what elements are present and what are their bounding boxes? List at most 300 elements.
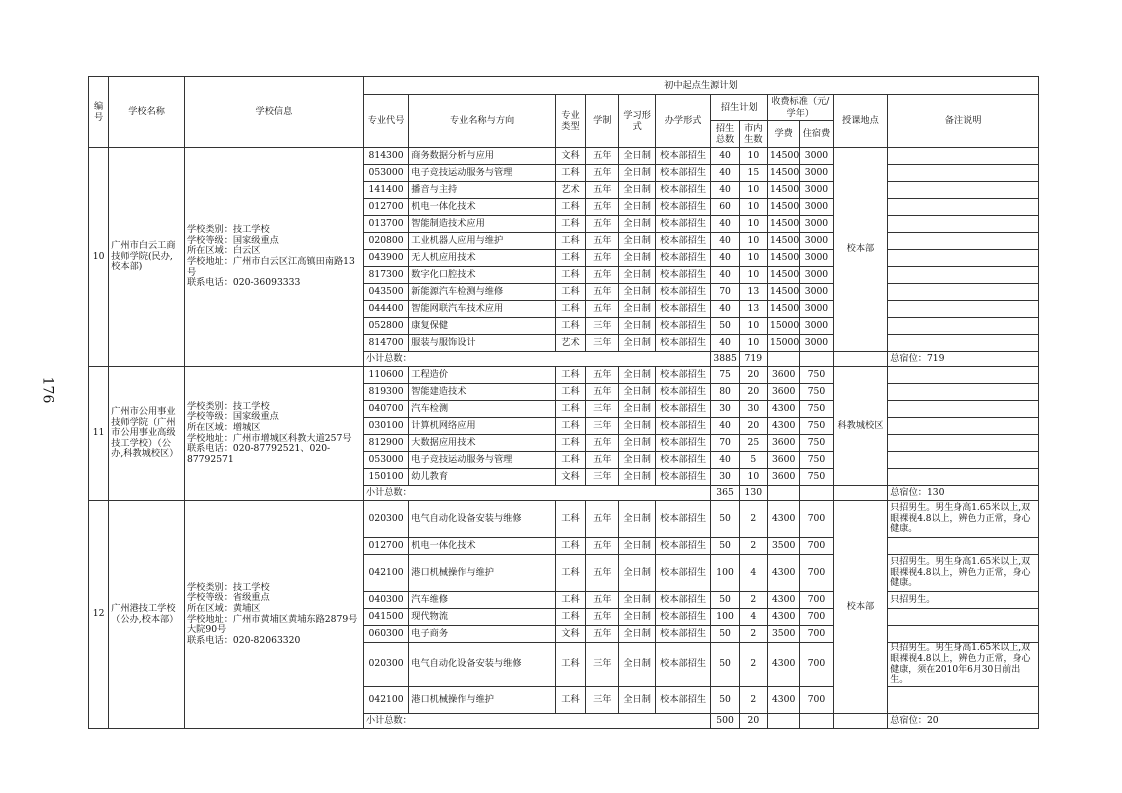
school-info-line: 联系电话：020-36093333: [186, 277, 301, 289]
major-code: 012700: [363, 538, 408, 555]
enroll-total: 40: [711, 216, 739, 233]
header-teach-place: 授课地点: [833, 95, 888, 148]
duration: 三年: [586, 335, 619, 352]
major-code: 817300: [363, 267, 408, 284]
major-type: 工科: [555, 555, 585, 592]
enroll-city: 4: [739, 555, 767, 592]
duration: 五年: [586, 284, 619, 301]
study-form: 全日制: [619, 199, 655, 216]
dorm-fee: 700: [800, 609, 833, 626]
enroll-city: 15: [739, 165, 767, 182]
school-no: 10: [89, 148, 109, 367]
study-form: 全日制: [619, 250, 655, 267]
study-form: 全日制: [619, 452, 655, 469]
remark: [888, 318, 1039, 335]
teach-place: 校本部: [833, 148, 888, 352]
table-row: [89, 367, 1039, 384]
major-name: 电气自动化设备安装与维修: [409, 501, 556, 538]
dorm-fee: 3000: [800, 267, 833, 284]
remark: [888, 435, 1039, 452]
enroll-total: 40: [711, 250, 739, 267]
remark: [888, 250, 1039, 267]
enroll-total: 50: [711, 643, 739, 687]
duration: 三年: [586, 643, 619, 687]
school-no: 11: [89, 367, 109, 501]
major-name: 港口机械操作与维护: [409, 555, 556, 592]
school-info-line: 联系电话：020-87792521、020-87792571: [186, 443, 331, 465]
school-info-line: 学校等级：国家级重点: [186, 234, 279, 246]
tuition: 14500: [767, 182, 799, 199]
enroll-total: 50: [711, 687, 739, 714]
run-form: 校本部招生: [655, 301, 711, 318]
school-no: 12: [89, 501, 109, 729]
run-form: 校本部招生: [655, 401, 711, 418]
major-type: 工科: [555, 284, 585, 301]
major-name: 电子竞技运动服务与管理: [409, 165, 556, 182]
run-form: 校本部招生: [655, 687, 711, 714]
school-info-line: 学校地址：广州市白云区江高镇田南路13号: [186, 256, 355, 278]
header-fee-standard: 收费标准（元/学年）: [767, 95, 833, 121]
major-code: 030100: [363, 418, 408, 435]
enroll-total: 80: [711, 384, 739, 401]
study-form: 全日制: [619, 418, 655, 435]
enroll-city: 10: [739, 216, 767, 233]
study-form: 全日制: [619, 592, 655, 609]
tuition: 15000: [767, 318, 799, 335]
enroll-total: 30: [711, 469, 739, 486]
major-name: 计算机网络应用: [409, 418, 556, 435]
tuition: 14500: [767, 233, 799, 250]
school-info-line: 学校地址：广州市增城区科教大道257号: [186, 432, 352, 444]
major-code: 044400: [363, 301, 408, 318]
remark: [888, 609, 1039, 626]
page-number: 176: [39, 376, 56, 404]
remark: 只招男生。: [888, 592, 1039, 609]
run-form: 校本部招生: [655, 318, 711, 335]
enroll-total: 40: [711, 418, 739, 435]
school-info: [184, 367, 363, 501]
dorm-fee: 3000: [800, 335, 833, 352]
enroll-city: 5: [739, 452, 767, 469]
study-form: 全日制: [619, 233, 655, 250]
run-form: 校本部招生: [655, 165, 711, 182]
duration: 五年: [586, 199, 619, 216]
remark: [888, 165, 1039, 182]
study-form: 全日制: [619, 555, 655, 592]
run-form: 校本部招生: [655, 418, 711, 435]
major-name: 智能制造技术应用: [409, 216, 556, 233]
school-info-line: 学校类别：技工学校: [186, 581, 270, 593]
major-code: 020300: [363, 643, 408, 687]
dorm-fee: 3000: [800, 182, 833, 199]
major-type: 工科: [555, 538, 585, 555]
study-form: 全日制: [619, 301, 655, 318]
dorm-fee: 750: [800, 452, 833, 469]
major-type: 工科: [555, 435, 585, 452]
school-info-line: 学校类别：技工学校: [186, 400, 270, 412]
remark: [888, 367, 1039, 384]
table-header: [89, 77, 1039, 148]
run-form: 校本部招生: [655, 250, 711, 267]
header-enroll-total: 招生总数: [711, 121, 739, 148]
run-form: 校本部招生: [655, 284, 711, 301]
enroll-city: 2: [739, 687, 767, 714]
subtotal-city: 719: [739, 352, 767, 367]
duration: 五年: [586, 367, 619, 384]
duration: 五年: [586, 165, 619, 182]
tuition: 14500: [767, 148, 799, 165]
header-major-type: 专业类型: [555, 95, 585, 148]
tuition: 14500: [767, 267, 799, 284]
school-info-line: 学校等级：国家级重点: [186, 411, 279, 423]
major-type: 工科: [555, 501, 585, 538]
header-no: 编号: [89, 77, 109, 148]
major-code: 041500: [363, 609, 408, 626]
enroll-city: 10: [739, 335, 767, 352]
major-code: 110600: [363, 367, 408, 384]
major-type: 工科: [555, 592, 585, 609]
school-name: 广州市白云工商技师学院(民办,校本部): [109, 148, 185, 367]
enroll-city: 20: [739, 367, 767, 384]
remark: [888, 687, 1039, 714]
major-type: 工科: [555, 643, 585, 687]
major-type: 文科: [555, 148, 585, 165]
teach-place: 校本部: [833, 501, 888, 714]
enroll-city: 2: [739, 538, 767, 555]
dorm-fee: 700: [800, 538, 833, 555]
major-type: 工科: [555, 687, 585, 714]
school-info-line: 所在区域：增城区: [186, 421, 261, 433]
duration: 五年: [586, 384, 619, 401]
tuition: 14500: [767, 301, 799, 318]
header-major-code: 专业代号: [363, 95, 408, 148]
duration: 五年: [586, 267, 619, 284]
subtotal-tuition: [767, 714, 799, 729]
header-duration: 学制: [586, 95, 619, 148]
remark: [888, 148, 1039, 165]
enroll-total: 40: [711, 165, 739, 182]
duration: 五年: [586, 592, 619, 609]
study-form: 全日制: [619, 626, 655, 643]
tuition: 4300: [767, 643, 799, 687]
dorm-fee: 750: [800, 384, 833, 401]
run-form: 校本部招生: [655, 267, 711, 284]
remark: [888, 182, 1039, 199]
major-code: 814300: [363, 148, 408, 165]
major-name: 电子竞技运动服务与管理: [409, 452, 556, 469]
study-form: 全日制: [619, 435, 655, 452]
duration: 五年: [586, 148, 619, 165]
dorm-fee: 3000: [800, 199, 833, 216]
school-info-line: 学校类别：技工学校: [186, 224, 270, 236]
remark: 只招男生。男生身高1.65米以上,双眼裸视4.8以上，辨色力正常，身心健康。: [888, 501, 1039, 538]
tuition: 15000: [767, 335, 799, 352]
major-name: 幼儿教育: [409, 469, 556, 486]
tuition: 4300: [767, 401, 799, 418]
tuition: 14500: [767, 216, 799, 233]
tuition: 3600: [767, 469, 799, 486]
major-code: 042100: [363, 555, 408, 592]
study-form: 全日制: [619, 609, 655, 626]
header-run-form: 办学形式: [655, 95, 711, 148]
header-group-title: 初中起点生源计划: [363, 77, 1038, 95]
major-name: 播音与主持: [409, 182, 556, 199]
remark: [888, 401, 1039, 418]
run-form: 校本部招生: [655, 626, 711, 643]
duration: 五年: [586, 250, 619, 267]
study-form: 全日制: [619, 501, 655, 538]
header-dorm-fee: 住宿费: [800, 121, 833, 148]
run-form: 校本部招生: [655, 199, 711, 216]
school-info-line: 学校等级：省级重点: [186, 592, 270, 604]
run-form: 校本部招生: [655, 643, 711, 687]
dorm-fee: 700: [800, 501, 833, 538]
subtotal-note: 总宿位：20: [888, 714, 1039, 729]
tuition: 3500: [767, 538, 799, 555]
major-type: 工科: [555, 301, 585, 318]
tuition: 3600: [767, 384, 799, 401]
enroll-city: 10: [739, 250, 767, 267]
tuition: 4300: [767, 555, 799, 592]
dorm-fee: 3000: [800, 165, 833, 182]
major-code: 150100: [363, 469, 408, 486]
enroll-total: 70: [711, 284, 739, 301]
enroll-total: 50: [711, 538, 739, 555]
remark: [888, 284, 1039, 301]
run-form: 校本部招生: [655, 555, 711, 592]
header-school-name: 学校名称: [109, 77, 185, 148]
tuition: 3500: [767, 626, 799, 643]
major-name: 机电一体化技术: [409, 538, 556, 555]
study-form: 全日制: [619, 182, 655, 199]
dorm-fee: 700: [800, 555, 833, 592]
duration: 五年: [586, 501, 619, 538]
run-form: 校本部招生: [655, 182, 711, 199]
duration: 五年: [586, 216, 619, 233]
major-type: 工科: [555, 318, 585, 335]
subtotal-place: [833, 352, 888, 367]
run-form: 校本部招生: [655, 538, 711, 555]
run-form: 校本部招生: [655, 452, 711, 469]
school-info-line: 所在区域：白云区: [186, 245, 261, 257]
major-type: 文科: [555, 469, 585, 486]
run-form: 校本部招生: [655, 609, 711, 626]
enroll-city: 2: [739, 592, 767, 609]
enrollment-table: [88, 76, 1039, 729]
enroll-city: 30: [739, 401, 767, 418]
major-name: 工程造价: [409, 367, 556, 384]
run-form: 校本部招生: [655, 592, 711, 609]
major-code: 020300: [363, 501, 408, 538]
dorm-fee: 700: [800, 626, 833, 643]
major-name: 无人机应用技术: [409, 250, 556, 267]
duration: 五年: [586, 609, 619, 626]
tuition: 3600: [767, 435, 799, 452]
duration: 三年: [586, 401, 619, 418]
tuition: 14500: [767, 284, 799, 301]
major-type: 工科: [555, 609, 585, 626]
enroll-total: 50: [711, 592, 739, 609]
tuition: 4300: [767, 501, 799, 538]
remark: [888, 384, 1039, 401]
major-type: 工科: [555, 418, 585, 435]
duration: 五年: [586, 233, 619, 250]
subtotal-city: 130: [739, 486, 767, 501]
duration: 五年: [586, 182, 619, 199]
major-name: 电子商务: [409, 626, 556, 643]
header-remark: 备注说明: [888, 95, 1039, 148]
enroll-city: 10: [739, 199, 767, 216]
subtotal-total: 500: [711, 714, 739, 729]
major-code: 060300: [363, 626, 408, 643]
dorm-fee: 3000: [800, 148, 833, 165]
remark: [888, 626, 1039, 643]
run-form: 校本部招生: [655, 233, 711, 250]
study-form: 全日制: [619, 538, 655, 555]
subtotal-tuition: [767, 352, 799, 367]
subtotal-tuition: [767, 486, 799, 501]
study-form: 全日制: [619, 284, 655, 301]
duration: 五年: [586, 452, 619, 469]
remark: [888, 301, 1039, 318]
remark: [888, 267, 1039, 284]
subtotal-note: 总宿位：719: [888, 352, 1039, 367]
enroll-total: 40: [711, 267, 739, 284]
major-name: 数字化口腔技术: [409, 267, 556, 284]
duration: 三年: [586, 687, 619, 714]
study-form: 全日制: [619, 148, 655, 165]
subtotal-total: 3885: [711, 352, 739, 367]
school-name: 广州港技工学校（公办,校本部）: [109, 501, 185, 729]
teach-place: 科教城校区: [833, 367, 888, 486]
enroll-total: 40: [711, 452, 739, 469]
major-code: 020800: [363, 233, 408, 250]
major-type: 工科: [555, 384, 585, 401]
remark: [888, 199, 1039, 216]
major-type: 工科: [555, 250, 585, 267]
tuition: 14500: [767, 250, 799, 267]
enroll-city: 20: [739, 384, 767, 401]
dorm-fee: 750: [800, 435, 833, 452]
duration: 三年: [586, 469, 619, 486]
major-name: 汽车检测: [409, 401, 556, 418]
study-form: 全日制: [619, 267, 655, 284]
major-name: 机电一体化技术: [409, 199, 556, 216]
study-form: 全日制: [619, 469, 655, 486]
major-name: 新能源汽车检测与维修: [409, 284, 556, 301]
subtotal-dorm: [800, 352, 833, 367]
major-type: 工科: [555, 199, 585, 216]
enroll-city: 10: [739, 267, 767, 284]
dorm-fee: 700: [800, 687, 833, 714]
tuition: 14500: [767, 199, 799, 216]
major-code: 040700: [363, 401, 408, 418]
dorm-fee: 750: [800, 367, 833, 384]
subtotal-label: 小计总数：: [363, 486, 711, 501]
tuition: 14500: [767, 165, 799, 182]
study-form: 全日制: [619, 335, 655, 352]
remark: [888, 418, 1039, 435]
subtotal-place: [833, 486, 888, 501]
enroll-city: 10: [739, 233, 767, 250]
enroll-city: 10: [739, 469, 767, 486]
tuition: 4300: [767, 418, 799, 435]
major-code: 052800: [363, 318, 408, 335]
enroll-total: 70: [711, 435, 739, 452]
major-code: 040300: [363, 592, 408, 609]
enroll-total: 40: [711, 233, 739, 250]
major-name: 康复保健: [409, 318, 556, 335]
enroll-total: 75: [711, 367, 739, 384]
enroll-total: 30: [711, 401, 739, 418]
school-info-line: 联系电话：020-82063320: [186, 634, 301, 646]
major-type: 工科: [555, 267, 585, 284]
tuition: 3600: [767, 452, 799, 469]
header-school-info: 学校信息: [184, 77, 363, 148]
subtotal-label: 小计总数：: [363, 714, 711, 729]
remark: [888, 538, 1039, 555]
enroll-total: 100: [711, 555, 739, 592]
study-form: 全日制: [619, 318, 655, 335]
dorm-fee: 700: [800, 643, 833, 687]
tuition: 3600: [767, 367, 799, 384]
major-type: 工科: [555, 401, 585, 418]
school-name: 广州市公用事业技师学院（广州市公用事业高级技工学校）（公办,科教城校区）: [109, 367, 185, 501]
enroll-city: 2: [739, 643, 767, 687]
run-form: 校本部招生: [655, 384, 711, 401]
run-form: 校本部招生: [655, 435, 711, 452]
major-name: 港口机械操作与维护: [409, 687, 556, 714]
dorm-fee: 3000: [800, 284, 833, 301]
major-type: 艺术: [555, 182, 585, 199]
header-tuition: 学费: [767, 121, 799, 148]
tuition: 4300: [767, 609, 799, 626]
major-code: 043900: [363, 250, 408, 267]
enroll-city: 10: [739, 182, 767, 199]
dorm-fee: 700: [800, 592, 833, 609]
dorm-fee: 750: [800, 401, 833, 418]
remark: [888, 233, 1039, 250]
dorm-fee: 3000: [800, 250, 833, 267]
enroll-total: 40: [711, 182, 739, 199]
study-form: 全日制: [619, 401, 655, 418]
run-form: 校本部招生: [655, 335, 711, 352]
duration: 五年: [586, 626, 619, 643]
enroll-city: 2: [739, 501, 767, 538]
header-study-form: 学习形式: [619, 95, 655, 148]
dorm-fee: 3000: [800, 301, 833, 318]
dorm-fee: 750: [800, 418, 833, 435]
subtotal-dorm: [800, 486, 833, 501]
enroll-total: 50: [711, 501, 739, 538]
major-name: 现代物流: [409, 609, 556, 626]
study-form: 全日制: [619, 367, 655, 384]
table-body: [89, 148, 1039, 729]
major-code: 013700: [363, 216, 408, 233]
major-type: 工科: [555, 367, 585, 384]
subtotal-label: 小计总数：: [363, 352, 711, 367]
enroll-total: 50: [711, 626, 739, 643]
enroll-total: 50: [711, 318, 739, 335]
enroll-city: 13: [739, 284, 767, 301]
run-form: 校本部招生: [655, 367, 711, 384]
major-code: 812900: [363, 435, 408, 452]
remark: 只招男生。男生身高1.65米以上,双眼裸视4.8以上，辨色力正常，身心健康。: [888, 555, 1039, 592]
remark: [888, 216, 1039, 233]
duration: 三年: [586, 418, 619, 435]
table-row: [89, 148, 1039, 165]
school-info-line: 学校地址：广州市黄埔区黄埔东路2879号大院90号: [186, 613, 358, 636]
